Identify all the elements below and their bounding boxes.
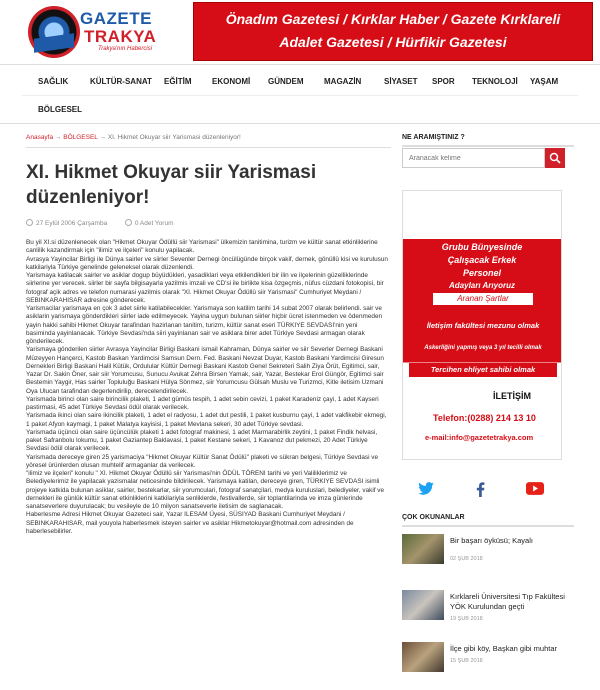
job-ad-banner[interactable] [402,190,562,460]
article-paragraph: Avrasya Yayincilar Birligi ile Dünya sairler ve siirler Sevenler Dernegi öncülügünde birçok vakif, dernek, gönüllü kisi ve kurulusun katkilariyla Türkiye genelinde geleneksel olarak düzenlendi. [26,255,388,271]
article-paragraph: Yarismaya gönderilen siirler Avrasya Yayincilar Birligi Baskani ismail Kahraman, Dünya sairler ve siir Severler Dernegi Baskani Müzeyyen Hançerci, Kastob Baskan Yardimcisi Samsun Dern. Fed. Baskani Nevzat Duyar, Kastob Baskani Yardimcisi Giresun Dernekleri Birligi Baskani Halil Kütük, Ordulular Kültür Dernegi Baskani Kastob Genel Sekreteri Salih Ziya Örüt, Egitimci, sair, Yazar Dr. Sakin Öner, sair siir Yorumcusu, Sunucu Avukat Zehra Birsen Yamak, sair, Yazar, Bestekar Erol Güngör, Egitimci sair Bestemin Yaygir, Has sairler Topluluğu Baskani Hülya Sönmez, siir Yorumcusu Gülsah Muslu ve Turizmci, Kitle iletisim Uzmani Oya Ulucan tarafindan degerlendirilip, derecelendirilecek. [26,346,384,395]
popular-thumbnail[interactable] [402,590,444,620]
article-paragraph: "ilimiz ve ilçeleri" konulu " XI. Hikmet Okuyar Ödüllü siir Yarismasi'nin ÖDÜL TÖRENI tarihi ve yeri Valiliklerimiz ve Belediyelerimiz ile yapilacak yazismalar neticesinde bildirilecek. Yarismaya katilan, dereceye giren, TÜRKIYE SEVDASI isimli projeye katkida bulunan asiklar, sairler, bestekarlar, siir yorumculari, fotograf sanatçilari, medya kuruluslari, belediyeler, vakif ve dernekleri ile günlük kültür sanat etkinliklerini katkilariyla senliklerde, festivallerde, siir toplantilarinda ve imza günlerinde sanatseverlere duyurulacak; bu vesileyle de 10 milyon sanatseverle iletisim de saglanacak. [26,470,385,510]
popular-item-title[interactable]: Kırklareli Üniversitesi Tıp Fakültesi YÖK Kurulundan geçti [450,592,565,611]
nav-item-saglik[interactable]: SAĞLIK [38,77,69,86]
logo-line1: GAZETE [80,9,152,28]
popular-item-title[interactable]: İlçe gibi köy, Başkan gibi muhtar [450,644,557,653]
article-date: 27 Eylül 2006 Çarşamba [36,220,108,227]
article-paragraph: Yarismada dereceye giren 25 yarismaciya "Hikmet Okuyar Kültür Sanat Ödülü" plaketi ve sükran belgesi, Türkiye Sevdasi ve yöresel ürünlerden olusan muhtelif armaganlar da verilecek. [26,453,379,469]
popular-widget-title: ÇOK OKUNANLAR [402,514,465,521]
twitter-link[interactable] [418,482,434,495]
youtube-icon [526,482,544,495]
article-paragraph: Yarismaya katilacak sairler ve asiklar dogup büyüdükleri, yasadiklari veya etkilendikleri bir ilin ve ilçelerinin güzelliklerinde siirlerine yer verecek. siirler bir sayfa bilgisayarla yazilmis imzali ve CD'si ile birlikte kisa özgeçmis, nüfus cüzdani fotokopisi, bir fotograf açik adres ve telefon numarasi yazilmis olarak "XI. Hikmet Okuyar Ödüllü siir Yarismasi" Cumhuriyet Meydani / SEBINKARAHISAR adresine gönderecek. [26,272,384,304]
popular-item-date: 02 ŞUB 2018 [450,556,483,562]
header-banner[interactable] [193,2,593,61]
article-paragraph: Haberlesme Adresi Hikmet Okuyar Gazeteci sair, Yazar ILESAM Üyesi, SÜSIYAD Baskani Cumhuriyet Meydani / SEBINKARAHISAR, mail youyola haberlesmek isteyen sairler ve asiklar Hikmetokuyar@hotmail.com adresinden de haberlesebilirler. [26,511,354,535]
logo-line2: TRAKYA [84,27,157,46]
article-body [26,239,388,536]
nav-item-siyaset[interactable]: SİYASET [384,77,418,86]
article-paragraph: Bu yil XI.si düzenlenecek olan "Hikmet Okuyar Ödüllü siir Yarismasi" ülkemizin tanitimina, turizm ve kültür sanat etkinliklerine canlilik kazandirmak için "ilimiz ve ilçeleri" konulu yapilacak. [26,239,378,255]
nav-item-gundem[interactable]: GÜNDEM [268,77,304,86]
nav-item-yasam[interactable]: YAŞAM [530,77,559,86]
ad-phone: Telefon:(0288) 214 13 10 [433,413,536,423]
ad-requirement: İletişim fakültesi mezunu olmak [409,319,557,333]
nav-item-bolgesel[interactable]: BÖLGESEL [38,105,83,114]
article-paragraph: Yarismada birinci olan saire birincilik plaketi, 1 adet gümüs tespih, 1 adet sebin cevizi, 1 paket Karadeniz çayi, 1 adet Kayseri pastirmasi, 45 adet Türkiye Sevdasi ödül olarak verilecek. [26,395,379,411]
site-logo[interactable] [28,6,178,58]
search-widget-divider [402,145,574,147]
search-icon [549,152,561,164]
article-paragraph: Yarismada ikinci olan saire ikincilik plaketi, 1 adet el radyosu, 1 adet dut pestili, 1 paket kusburnu çayi, 1 adet vakfikebir ekmegi, 1 paket Afyon kaymagi, 1 paket Malatya kayisisi, 1 paket Mevlana sekeri, 30 adet Türkiye sevdasi. [26,412,387,428]
twitter-icon [418,482,434,495]
search-input[interactable] [402,148,545,168]
clock-icon [26,219,33,226]
ad-requirements-title: Aranan Şartlar [433,293,533,305]
popular-thumbnail[interactable] [402,534,444,564]
main-navigation [0,64,600,124]
popular-item[interactable] [402,534,574,574]
site-header [0,0,600,64]
breadcrumb-separator: → [99,134,106,141]
breadcrumb-divider [26,147,391,148]
popular-widget-divider [402,525,574,527]
facebook-link[interactable] [476,482,485,497]
ad-email: e-mail:info@gazetetrakya.com [425,433,534,442]
search-widget-title: NE ARAMIŞTINIZ ? [402,134,465,141]
article-title: XI. Hikmet Okuyar siir Yarismasi düzenleniyor! [26,162,317,208]
popular-item[interactable] [402,590,574,630]
comment-icon [125,219,132,226]
article-paragraph: Yarismacilar yarismaya en çok 3 adet siirle katilabilecekler. Yarismaya son katilim tarihi 14 subat 2007 olarak belirlendi. sair ve asiklarin yarismaya gönderdikleri siirler iade edilmeyecek. Yayina uygun bulunan siirler hiçbir ücret istenmeden ve ödenmeden yayin hakki sahibi Hikmet Okuyar tarafindan hazirlanan tanitim, turizm, kültür sanat eseri TÜRKIYE SEVDASI'nin yeni basiminda yayinlanacak. Türkiye Sevdasi'nda siiri yayinlanan sair ve asiklara birer adet Türkiye Sevdasi armagan olarak gönderilecek. [26,305,383,345]
camera-logo-icon [28,6,80,58]
popular-item[interactable] [402,642,574,682]
ad-requirement: Tercihen ehliyet sahibi olmak [409,363,557,377]
breadcrumb-home[interactable]: Anasayfa [26,134,54,141]
article-paragraph: Yarismada üçüncü olan saire üçüncülük plaketi 1 adet fotograf makinesi, 1 adet Marmarabirlik zeytini, 1 paket Findik helvasi, paket Safranbolu lokumu, 1 paket Gaziantep Baklavasi, 1 paket Kestane sekeri, 1 Kavanoz dut pekmezi, 20 Adet Türkiye Sevdasi ödül olarak verilecek. [26,428,378,453]
facebook-icon [476,482,485,497]
popular-item-date: 19 ŞUB 2018 [450,616,483,622]
ad-requirement: Askerliğini yapmış veya 3 yıl tecilli olmak [409,341,557,355]
logo-tagline: Trakya'nın Habercisi [98,46,153,52]
ad-line1: Önadım Medya [449,229,514,239]
popular-item-title[interactable]: Bir başarı öyküsü; Kayalı [450,536,533,545]
youtube-link[interactable] [526,482,544,495]
nav-item-spor[interactable]: SPOR [432,77,455,86]
ad-line5: Adayları Arıyoruz [449,281,515,290]
popular-thumbnail[interactable] [402,642,444,672]
breadcrumb-separator: → [54,134,62,141]
ad-line2: Grubu Bünyesinde [441,242,523,252]
ad-line4: Personel [462,268,502,278]
nav-divider [22,95,578,96]
popular-item-date: 15 ŞUB 2018 [450,658,483,664]
nav-item-ekonomi[interactable]: EKONOMİ [212,77,251,86]
breadcrumb [26,134,241,141]
article-meta [26,219,173,227]
article-comments[interactable]: 0 Adet Yorum [134,220,174,227]
ad-contact-label: İLETİŞİM [493,391,531,401]
nav-item-kultur-sanat[interactable]: KÜLTÜR-SANAT [90,77,152,86]
nav-item-teknoloji[interactable]: TEKNOLOJİ [472,77,518,86]
nav-item-magazin[interactable]: MAGAZİN [324,77,362,86]
breadcrumb-category[interactable]: BÖLGESEL [63,134,98,141]
nav-item-egitim[interactable]: EĞİTİM [164,77,192,86]
ad-line3: Çalışacak Erkek [447,255,517,265]
banner-line1: Önadım Gazetesi / Kırklar Haber / Gazete Kırklareli [225,11,561,27]
banner-line2: Adalet Gazetesi / Hürfikir Gazetesi [279,34,507,50]
breadcrumb-current: XI. Hikmet Okuyar siir Yarismasi düzenleniyor! [107,134,241,141]
search-button[interactable] [545,148,565,168]
